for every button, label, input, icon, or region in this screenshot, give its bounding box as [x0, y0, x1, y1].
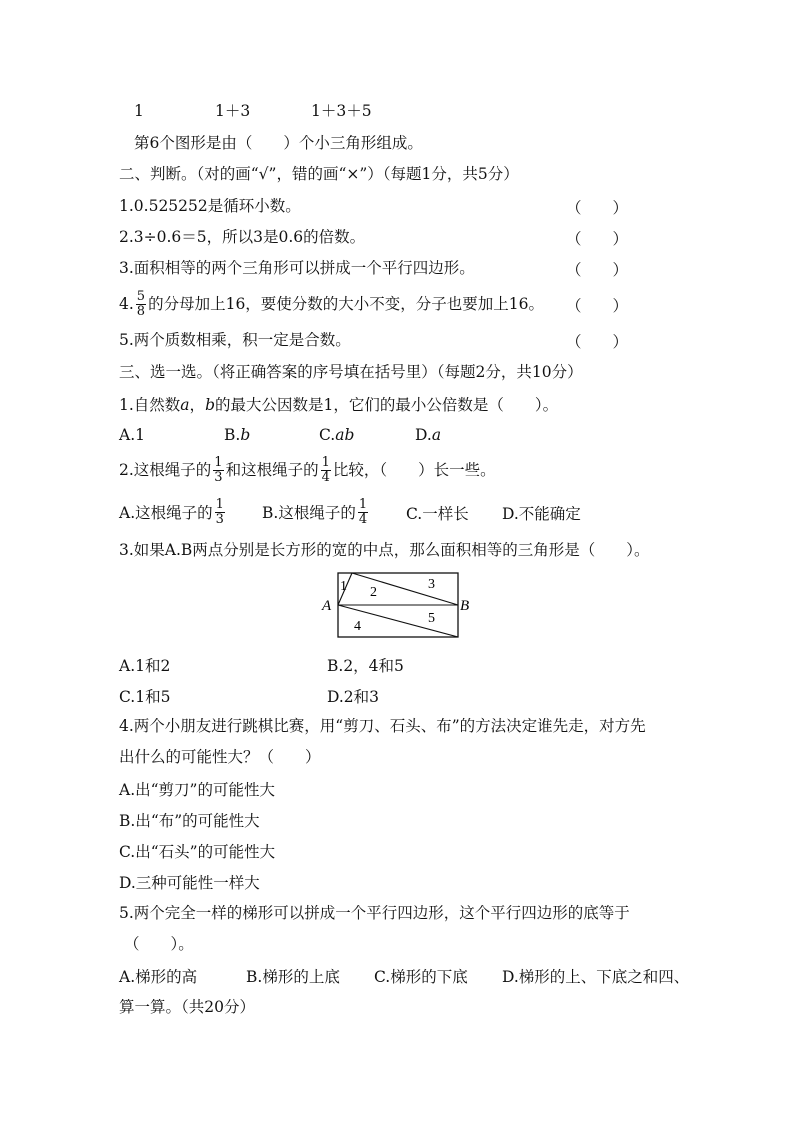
judge-answer-blank-1[interactable]: （ ）: [566, 199, 629, 217]
fraction-denominator: 8: [136, 303, 146, 319]
fraction-numerator: 1: [358, 496, 368, 512]
q3-option-b[interactable]: B.2，4和5: [327, 657, 404, 675]
choice-question-3: 3.如果A.B两点分别是长方形的宽的中点，那么面积相等的三角形是（ ）。: [119, 541, 650, 559]
judge-answer-blank-3[interactable]: （ ）: [566, 261, 629, 279]
judge-item-4-prefix: 4.: [119, 295, 134, 313]
fraction-numerator: 5: [136, 288, 146, 304]
q1-option-c[interactable]: [319, 426, 354, 444]
q1-option-b-prefix: B.: [224, 426, 241, 444]
fraction-denominator: 3: [215, 511, 224, 527]
fraction-numerator: 1: [321, 454, 330, 470]
judge-item-5: 5.两个质数相乘，积一定是合数。: [119, 331, 351, 349]
region-label-2: 2: [370, 585, 377, 600]
section-4-title: 算一算。（共20分）: [119, 998, 255, 1016]
q1-option-d-prefix: D.: [415, 426, 432, 444]
region-label-3: 3: [428, 577, 435, 592]
judge-item-4: [119, 288, 544, 320]
q1-option-b-var: b: [240, 426, 251, 444]
region-label-1: 1: [340, 579, 347, 594]
point-a-label: A: [322, 598, 332, 614]
q2-option-b-text: B.这根绳子的: [262, 504, 356, 522]
question-sixth-figure: 第6个图形是由（ ）个小三角形组成。: [134, 134, 423, 152]
judge-item-2: 2.3÷0.6＝5，所以3是0.6的倍数。: [119, 228, 366, 246]
q2-option-c[interactable]: C.一样长: [406, 505, 469, 523]
q3-option-d[interactable]: D.2和3: [327, 688, 380, 706]
fraction-one-fourth: [358, 498, 368, 527]
point-b-label: B: [460, 598, 470, 614]
q1-var-a: a: [180, 396, 190, 414]
choice-question-5-line-2: （ ）。: [124, 935, 194, 953]
q2-option-b[interactable]: [262, 494, 370, 530]
choice-question-4-line-2: 出什么的可能性大？（ ）: [119, 748, 321, 766]
fraction-denominator: 4: [321, 469, 330, 485]
fraction-numerator: 1: [215, 496, 224, 512]
sequence-term-3: 1＋3＋5: [311, 102, 372, 120]
q3-option-c[interactable]: C.1和5: [119, 688, 171, 706]
q1-var-b: b: [205, 396, 215, 414]
q2-option-a[interactable]: [119, 494, 227, 530]
q4-option-c[interactable]: C.出“石头”的可能性大: [119, 843, 276, 861]
q2-option-d[interactable]: D.不能确定: [502, 505, 581, 523]
q3-option-a[interactable]: A.1和2: [119, 657, 171, 675]
fraction-one-third: [213, 456, 223, 485]
judge-answer-blank-5[interactable]: （ ）: [566, 333, 629, 351]
q1-text-b: ，: [189, 396, 206, 414]
q1-option-c-var: ab: [335, 426, 355, 444]
judge-answer-blank-4[interactable]: （ ）: [566, 297, 629, 315]
judge-item-4-text: 的分母加上16，要使分数的大小不变，分子也要加上16。: [148, 295, 545, 313]
choice-question-2: [119, 452, 496, 488]
sequence-term-1: 1: [134, 102, 144, 120]
fraction-numerator: 1: [214, 454, 223, 470]
rectangle-triangles-figure: [320, 568, 470, 642]
q1-text-a: 1.自然数: [119, 396, 181, 414]
section-3-title: 三、选一选。（将正确答案的序号填在括号里）（每题2分，共10分）: [119, 363, 583, 381]
q1-option-b[interactable]: [224, 426, 250, 444]
q2-option-a-text: A.这根绳子的: [119, 504, 213, 522]
judge-item-3: 3.面积相等的两个三角形可以拼成一个平行四边形。: [119, 259, 475, 277]
q5-option-d[interactable]: D.梯形的上、下底之和四、: [502, 968, 690, 986]
fraction-one-fourth: [321, 456, 331, 485]
fraction-one-third: [215, 498, 225, 527]
q1-option-d[interactable]: [415, 426, 441, 444]
q1-text-c: 的最大公因数是1，它们的最小公倍数是（ ）。: [215, 396, 559, 414]
choice-question-1: [119, 395, 558, 415]
q5-option-c[interactable]: C.梯形的下底: [374, 968, 468, 986]
q4-option-b[interactable]: B.出“布”的可能性大: [119, 812, 260, 830]
q4-option-a[interactable]: A.出“剪刀”的可能性大: [119, 781, 275, 799]
region-label-4: 4: [354, 619, 361, 634]
choice-question-5-line-1: 5.两个完全一样的梯形可以拼成一个平行四边形，这个平行四边形的底等于: [119, 904, 630, 922]
sequence-term-2: 1＋3: [215, 102, 251, 120]
fraction-denominator: 3: [214, 469, 223, 485]
q5-option-b[interactable]: B.梯形的上底: [246, 968, 340, 986]
q2-text-c: 比较，（ ）长一些。: [332, 461, 496, 479]
fraction-five-eighths: [136, 290, 146, 319]
q4-option-d[interactable]: D.三种可能性一样大: [119, 874, 260, 892]
region-label-5: 5: [428, 611, 435, 626]
section-2-title: 二、判断。（对的画“√”，错的画“×”）（每题1分，共5分）: [119, 165, 519, 183]
q1-option-a[interactable]: A.1: [119, 426, 145, 444]
q1-option-c-prefix: C.: [319, 426, 336, 444]
judge-item-1: 1.0.525252是循环小数。: [119, 197, 301, 215]
q2-text-a: 2.这根绳子的: [119, 461, 212, 479]
q5-option-a[interactable]: A.梯形的高: [119, 968, 198, 986]
diagonal-upper: [352, 573, 458, 605]
judge-answer-blank-2[interactable]: （ ）: [566, 230, 629, 248]
q2-text-b: 和这根绳子的: [225, 461, 319, 479]
q1-option-d-var: a: [431, 426, 442, 444]
choice-question-4-line-1: 4.两个小朋友进行跳棋比赛，用“剪刀、石头、布”的方法决定谁先走，对方先: [119, 717, 646, 735]
fraction-denominator: 4: [358, 511, 368, 527]
